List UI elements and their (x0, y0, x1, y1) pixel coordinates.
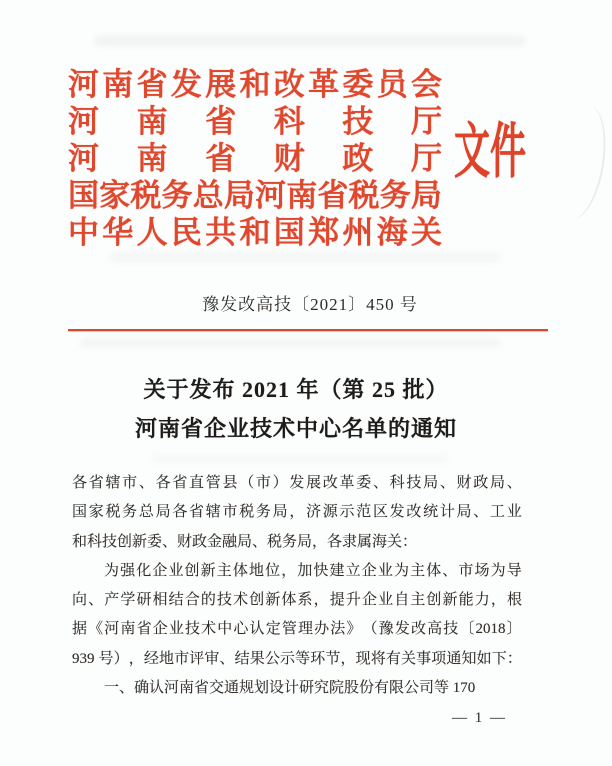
scan-artifact (95, 36, 525, 46)
title-line-2: 河南省企业技术中心名单的通知 (134, 416, 457, 441)
body-line: 和科技创新委、财政金融局、税务局，各隶属海关： (72, 533, 418, 550)
issuing-agencies (68, 66, 442, 251)
body-line: 国 家 税 务 总 局 各 省 辖 市 税 务 局 ， 济 源 示 范 区 发 改 统 计 局 、 工 业 (72, 504, 522, 521)
document-reference-number: 豫发改高技〔2021〕450 号 (202, 295, 418, 314)
document-body (72, 469, 522, 703)
body-line: 一、确认河南省交通规划设计研究院股份有限公司等 170 (104, 680, 476, 697)
scan-artifact (547, 101, 612, 223)
red-divider-line (68, 329, 548, 331)
agency-name-2: 河 南 省 科 技 厅 (68, 104, 442, 139)
agency-name-5: 中 华 人 民 共 和 国 郑 州 海 关 (68, 215, 442, 250)
agency-name-3: 河 南 省 财 政 厅 (68, 141, 442, 176)
agency-name-1: 河 南 省 发 展 和 改 革 委 员 会 (68, 67, 442, 102)
document-type-label: 文件 (454, 119, 526, 185)
page-number: — 1 — (452, 710, 507, 726)
scan-artifact (150, 455, 450, 462)
body-line: 据 《 河 南 省 企 业 技 术 中 心 认 定 管 理 办 法 》 （ 豫 发 改 高 技 〔 2018 〕 (72, 621, 522, 638)
body-line: 各 省 辖 市 、 各 省 直 管 县 （ 市 ） 发 展 改 革 委 、 科 技 局 、 财 政 局 、 (72, 475, 522, 491)
agency-name-4: 国 家 税 务 总 局 河 南 省 税 务 局 (68, 178, 442, 213)
body-line: 为 强 化 企 业 创 新 主 体 地 位 ， 加 快 建 立 企 业 为 主 体 、 市 场 为 导 (104, 562, 522, 579)
scan-artifact (110, 253, 500, 262)
title-line-1: 关于发布 2021 年（第 25 批） (143, 377, 449, 402)
document-title (0, 370, 602, 448)
body-line: 939 号 ） ， 经 地 市 评 审 、 结 果 公 示 等 环 节 ， 现 将 有 关 事 项 通 知 如 下 ： (72, 650, 522, 667)
scan-artifact (80, 339, 500, 347)
body-line: 向 、 产 学 研 相 结 合 的 技 术 创 新 体 系 ， 提 升 企 业 自 主 创 新 能 力 ， 根 (72, 592, 522, 609)
